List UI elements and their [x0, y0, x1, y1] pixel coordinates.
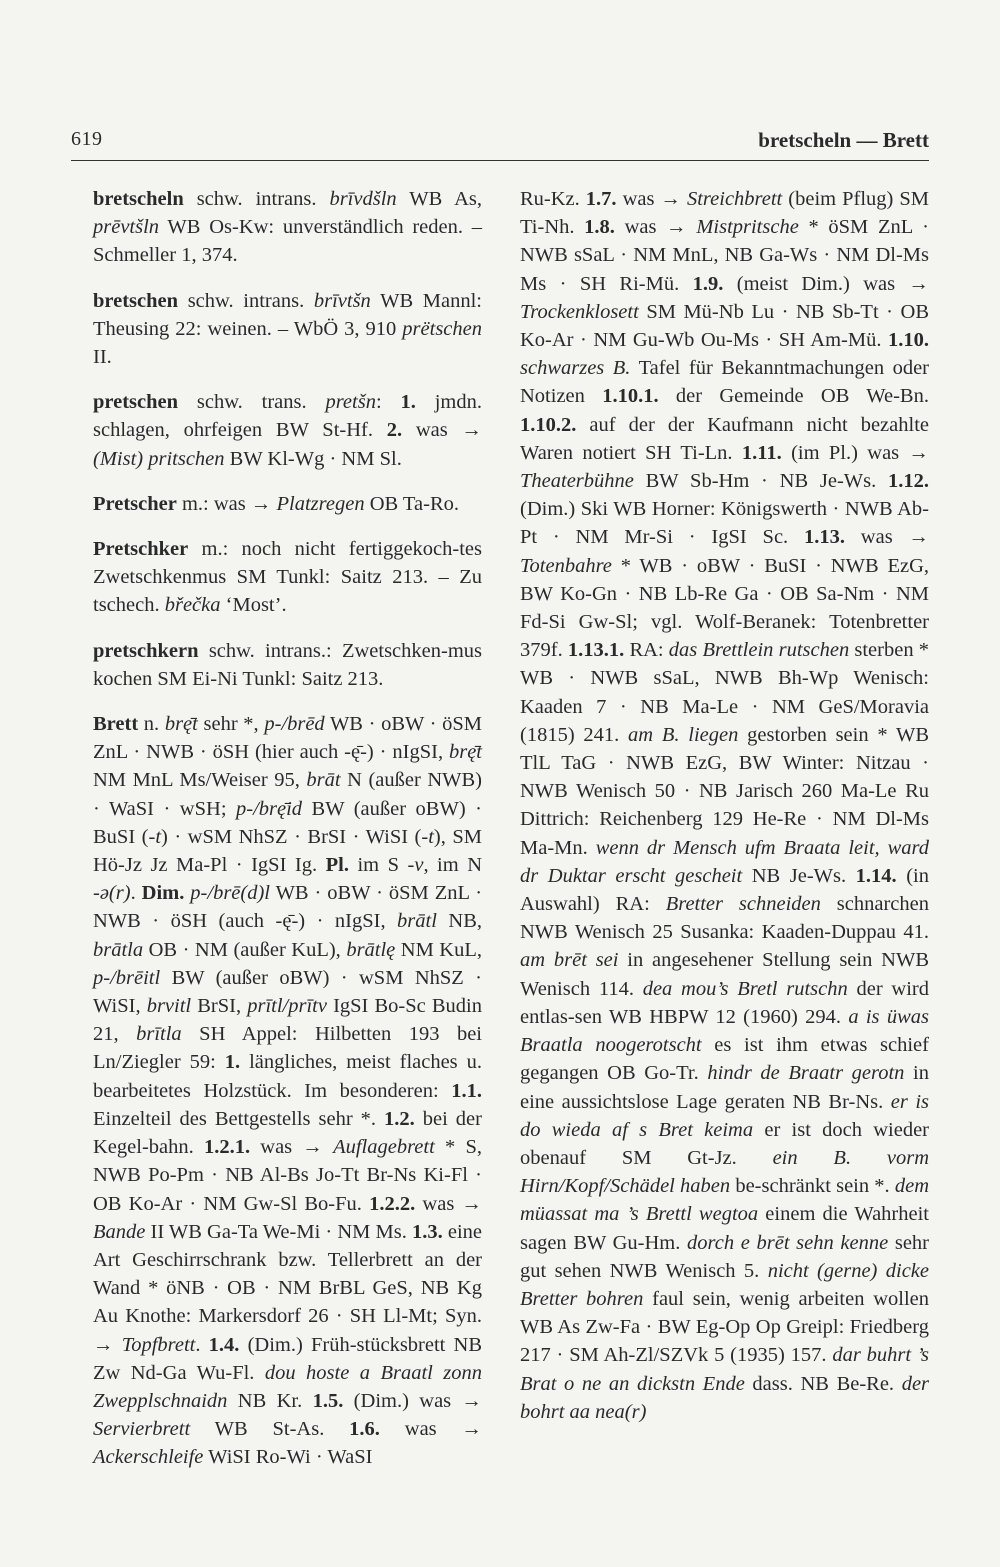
entry-text: was →: [250, 1136, 334, 1159]
italic-form: brātl: [397, 910, 437, 933]
italic-form: brātla: [93, 938, 144, 961]
italic-form: břečka: [164, 594, 221, 617]
entry-text: jmdn. schlagen, ohrfeigen BW St-Hf.: [93, 391, 482, 442]
italic-form: Totenbahre: [520, 554, 612, 577]
sense-number: 1.7.: [585, 188, 617, 210]
entry-text: ) · wSM NhSZ · BrSI · WiSI (-: [161, 825, 429, 848]
headword: Brett: [93, 713, 139, 736]
entry-text: was →: [614, 216, 697, 239]
entry-text: ), SM Hö-Jz Jz Ma-Pl · IgSI Ig.: [93, 825, 482, 877]
italic-form: Topfbrett: [121, 1333, 196, 1356]
entry-text: SH Appel: Hilbetten 193 bei Ln/Ziegler 59:: [93, 1023, 483, 1074]
entry-text: BW Kl-Wg · NM Sl.: [224, 447, 402, 470]
italic-form: v: [414, 854, 424, 877]
entry-text: was →: [379, 1418, 482, 1441]
entry-text: (meist Dim.) was →: [723, 272, 929, 295]
italic-form: Ackerschleife: [93, 1446, 204, 1469]
sense-number: 1.5.: [312, 1389, 344, 1412]
entry-text: N (außer NWB) · WaSI · wSH;: [93, 769, 482, 820]
sense-number: 1.2.: [384, 1107, 415, 1130]
italic-form: p-/brę̄id: [236, 797, 303, 820]
italic-form: prëtschen: [402, 317, 482, 340]
entry-text: .: [130, 882, 142, 905]
italic-form: pretšn: [325, 391, 376, 414]
entry-text: schw. intrans.: [178, 289, 314, 312]
entry-text: WB St-As.: [190, 1418, 350, 1441]
sense-number: 1.: [400, 391, 416, 414]
dictionary-entry: [93, 535, 482, 620]
entry-text: n.: [138, 713, 165, 736]
italic-form: Mistpritsche: [696, 216, 799, 239]
entry-text: SM Mü-Nb Lu · NB Sb-Tt · OB Ko-Ar · NM Gu-Wb Ou-Ms · SH Am-Mü.: [520, 300, 929, 352]
sense-number: 1.12.: [888, 470, 929, 493]
entry-text: WB As,: [396, 188, 482, 210]
entry-text: m.: noch nicht fertiggekoch-tes Zwetschkenmus SM Tunkl: Saitz 213. – Zu tschech.: [93, 538, 482, 617]
entry-text: gestorben sein * WB TlL TaG · NWB EzG, BW Winter: Nitzau · NWB Wenisch 50 · NB Jarisch 260 Ma-Le Ru Dittrich: Reichenberg 129 He-Re · NM Dl-Ms Ma-Mn.: [520, 723, 930, 859]
dictionary-entry: [93, 388, 482, 473]
entry-text: WB Mannl: Theusing 22: weinen. – WbÖ 3, 910: [93, 289, 482, 340]
entry-text: BW (außer oBW) · BuSI (-: [93, 797, 482, 848]
left-column: [93, 185, 482, 1489]
sense-number: 1.11.: [741, 441, 782, 464]
italic-form: brāt: [306, 769, 341, 792]
right-column: [520, 185, 929, 1426]
entry-text: schnarchen NWB Wenisch 25 Susanka: Kaaden-Duppau 41.: [520, 893, 929, 944]
entry-text: dass. NB Be-Re.: [744, 1372, 902, 1395]
entry-text: sterben * WB · NWB sSaL, NWB Bh-Wp Wenisch: Kaaden 7 · NB Ma-Le · NM GeS/Moravia (1815) 241.: [520, 639, 930, 746]
italic-form: p-/brē(d)l: [190, 882, 270, 905]
italic-form: prēvtšln: [93, 216, 160, 239]
entry-text: sehr *,: [197, 713, 265, 736]
entry-text: (beim Pflug) SM Ti-Nh.: [520, 188, 929, 239]
italic-form: nicht (gerne) dicke Bretter bohren: [520, 1259, 930, 1310]
entry-text: Einzelteil des Bettgestells sehr *.: [93, 1107, 385, 1130]
entry-text: NB,: [436, 910, 482, 933]
entry-text: II WB Ga-Ta We-Mi · NM Ms.: [145, 1220, 412, 1243]
italic-form: am brēt sei: [520, 949, 619, 972]
italic-form: p-/brēd: [264, 713, 325, 736]
dictionary-entry: [93, 490, 482, 518]
entry-text: be-schränkt sein *.: [730, 1175, 895, 1198]
sense-number: 1.13.1.: [567, 639, 625, 662]
sense-number: 1.3.: [411, 1220, 443, 1243]
italic-form: Streichbrett: [686, 188, 783, 210]
headword: Pretscher: [93, 492, 177, 515]
dictionary-entry-continuation: [520, 185, 929, 1426]
entry-text: ‘Most’.: [220, 594, 287, 617]
headword: bretscheln: [93, 188, 184, 210]
entry-text: der wird entlas-sen WB HBPW 12 (1960) 294.: [520, 977, 929, 1028]
entry-text: in eine aussichtslose Lage geraten NB Br-Ns.: [520, 1062, 929, 1113]
italic-form: das Brettlein rutschen: [668, 639, 850, 662]
dictionary-entry: [93, 287, 482, 372]
italic-form: (Mist) pritschen: [93, 447, 225, 470]
italic-form: brītla: [136, 1023, 182, 1046]
italic-form: ein B. vorm Hirn/Kopf/Schädel haben: [520, 1146, 929, 1198]
entry-text: BW Sb-Hm · NB Je-Ws.: [633, 470, 888, 493]
sense-number: 1.2.2.: [369, 1192, 416, 1215]
italic-form: wenn dr Mensch ufm Braata leit, ward dr Duktar erscht gescheit: [520, 836, 929, 887]
entry-text: BrSI,: [191, 995, 248, 1018]
entry-text: faul sein, wenig arbeiten wollen WB As Zw-Fa · BW Eg-Op Op Greipl: Friedberg 217 · SM Ah-Zl/SZVk 5 (1935) 157.: [520, 1287, 929, 1367]
entry-text: schw. trans.: [178, 391, 326, 414]
italic-form: Bande: [93, 1220, 146, 1243]
entry-text: WB Os-Kw: unverständlich reden. – Schmeller 1, 374.: [93, 216, 482, 267]
entry-text: er ist doch wieder obenauf SM Gt-Jz.: [520, 1118, 930, 1169]
entry-text: was →: [616, 188, 687, 210]
headword: pretschen: [93, 391, 179, 414]
entry-text: was →: [844, 526, 929, 549]
italic-form: dorch e brēt sehn kenne: [687, 1231, 889, 1254]
italic-form: Bretter schneiden: [665, 893, 821, 916]
italic-form: brę̄t: [448, 741, 482, 764]
sense-number: 1.9.: [692, 272, 724, 295]
italic-form: brīvtšn: [313, 289, 371, 312]
entry-text: Tafel für Bekanntmachungen oder Notizen: [520, 357, 930, 408]
entry-text: eine Art Geschirrschrank bzw. Tellerbrett an der Wand * öNB · OB · NM BrBL GeS, NB Kg Au Knothe: Markersdorf 26 · SH Ll-Mt; Syn. →: [93, 1220, 483, 1356]
entry-text: was →: [415, 1192, 482, 1215]
italic-form: Trockenklosett: [520, 300, 639, 323]
entry-text: NB Kr.: [227, 1389, 313, 1412]
page-header: [71, 128, 929, 161]
page-number: 619: [71, 128, 103, 150]
entry-text: :: [375, 391, 401, 414]
entry-text: * S, NWB Po-Pm · NB Al-Bs Jo-Tt Br-Ns Ki-Fl · OB Ko-Ar · NM Gw-Sl Bo-Fu.: [93, 1136, 482, 1215]
entry-text: WB · oBW · öSM ZnL · NWB · öSH (auch -ę̄-) · nIgSI,: [93, 882, 483, 933]
entry-text: sehr gut sehen NWB Wenisch 5.: [520, 1231, 929, 1282]
sense-number: 1.10.2.: [520, 413, 577, 436]
entry-text: m.: was →: [176, 492, 277, 515]
italic-form: brvitl: [146, 995, 192, 1018]
dictionary-entry: [93, 637, 482, 693]
italic-form: er is do wieda af s Bret keima: [520, 1090, 930, 1141]
italic-form: brātlę: [346, 938, 396, 961]
entry-text: RA:: [624, 639, 669, 662]
entry-text: * WB · oBW · BuSI · NWB EzG, BW Ko-Gn · NB Lb-Re Ga · OB Sa-Nm · NM Fd-Si Gw-Sl; vgl. Wolf-Beranek: Totenbretter 379f.: [520, 554, 929, 662]
entry-text: BW (außer oBW) · wSM NhSZ · WiSI,: [93, 966, 482, 1018]
dictionary-entry: [93, 710, 482, 1471]
entry-text: im S -: [348, 854, 415, 877]
italic-form: schwarzes B.: [520, 357, 631, 380]
italic-form: brīvdšln: [329, 188, 397, 210]
entry-text: in angesehener Stellung sein NWB Wenisch 114.: [520, 949, 929, 1000]
italic-form: dar buhrt ’s Brat o ne an dickstn Ende: [520, 1344, 929, 1395]
italic-form: t: [155, 825, 162, 848]
entry-text: (in Auswahl) RA:: [520, 864, 929, 916]
entry-text: es ist ihm etwas schief gegangen OB Go-Tr.: [520, 1034, 929, 1085]
italic-form: brę̄t: [164, 713, 198, 736]
entry-text: Ru-Kz.: [520, 188, 586, 210]
entry-text: bei der Kegel-bahn.: [93, 1107, 482, 1159]
sense-number: 1.1.: [451, 1079, 482, 1102]
sense-number: 1.10.1.: [602, 385, 659, 408]
italic-form: Platzregen: [276, 492, 365, 515]
sense-number: Pl.: [325, 854, 349, 877]
entry-text: der Gemeinde OB We-Bn.: [658, 385, 929, 408]
italic-form: am B. liegen: [628, 723, 739, 746]
sense-number: 1.10.: [888, 329, 929, 352]
sense-number: 1.: [224, 1051, 241, 1074]
entry-text: längliches, meist flaches u. bearbeitetes Holzstück. Im besonderen:: [93, 1051, 482, 1102]
entry-text: II.: [93, 346, 112, 369]
sense-number: 1.14.: [855, 864, 897, 887]
entry-text: NM KuL,: [395, 938, 483, 961]
entry-text: schw. intrans.: Zwetschken-mus kochen SM Ei-Ni Tunkl: Saitz 213.: [93, 639, 482, 690]
headword: Pretschker: [93, 538, 189, 561]
sense-number: 1.8.: [584, 216, 615, 239]
entry-text: NM MnL Ms/Weiser 95,: [93, 769, 307, 792]
entry-text: (Dim.) was →: [343, 1389, 482, 1412]
entry-text: einem die Wahrheit sagen BW Gu-Hm.: [520, 1203, 929, 1254]
italic-form: hindr de Braatr gerotn: [707, 1062, 905, 1085]
entry-text: * öSM ZnL · NWB sSaL · NM MnL, NB Ga-Ws · NM Dl-Ms Ms · SH Ri-Mü.: [520, 216, 929, 295]
italic-form: ə(r): [99, 882, 131, 905]
sense-number: 2.: [386, 419, 403, 442]
italic-form: Servierbrett: [93, 1418, 191, 1441]
italic-form: dea mou’s Bretl rutschn: [642, 977, 848, 1000]
italic-form: p-/brēitl: [93, 966, 161, 989]
italic-form: prītl/prītv: [247, 995, 327, 1018]
entry-text: auf der der Kaufmann nicht bezahlte Waren notiert SH Ti-Ln.: [520, 413, 929, 464]
dictionary-entry: [93, 185, 482, 270]
italic-form: dem müassat ma ’s Brettl wegtoa: [520, 1175, 929, 1226]
italic-form: t: [428, 825, 434, 848]
sense-number: 1.4.: [208, 1333, 240, 1356]
sense-number: 1.13.: [803, 526, 845, 549]
sense-number: 1.2.1.: [203, 1136, 251, 1159]
headword: bretschen: [93, 289, 179, 312]
italic-form: der bohrt aa nea(r): [520, 1372, 930, 1423]
entry-text: WiSI Ro-Wi · WaSI: [203, 1446, 373, 1469]
sense-number: Dim.: [141, 882, 185, 905]
entry-text: NB Je-Ws.: [742, 864, 856, 887]
sense-number: 1.6.: [349, 1418, 380, 1441]
headword: pretschkern: [93, 639, 199, 662]
entry-text: OB Ta-Ro.: [364, 492, 460, 515]
entry-text: (Dim.) Ski WB Horner: Königswerth · NWB Ab-Pt · NM Mr-Si · IgSI Sc.: [520, 498, 929, 549]
entry-text: schw. intrans.: [183, 188, 330, 210]
italic-form: Theaterbühne: [520, 470, 634, 493]
entry-text: OB · NM (außer KuL),: [143, 938, 347, 961]
running-head: bretscheln — Brett: [758, 128, 929, 152]
italic-form: a is üwas Braatla noogerotscht: [520, 1005, 929, 1057]
entry-text: was →: [402, 419, 482, 442]
entry-text: (Dim.) Früh-stücksbrett NB Zw Nd-Ga Wu-Fl.: [93, 1333, 483, 1384]
italic-form: Auflagebrett: [333, 1136, 435, 1159]
entry-text: .: [195, 1333, 209, 1356]
entry-text: (im Pl.) was →: [781, 441, 929, 464]
entry-text: IgSI Bo-Sc Budin 21,: [93, 995, 482, 1046]
entry-text: , im N -: [93, 854, 483, 905]
entry-text: WB · oBW · öSM ZnL · NWB · öSH (hier auch -ę̄-) · nIgSI,: [93, 713, 483, 764]
italic-form: dou hoste a Braatl zonn Zwepplschnaidn: [93, 1361, 482, 1412]
